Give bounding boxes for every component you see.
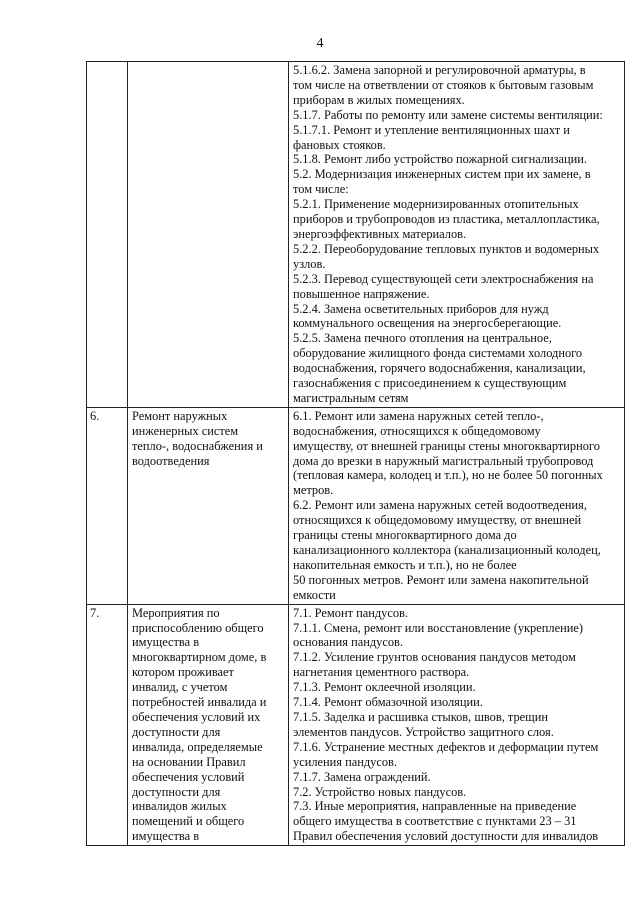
works-list-line: относящихся к общедомовому имуществу, от внешней xyxy=(293,513,582,528)
work-type-line: водоотведения xyxy=(132,453,210,468)
works-list-line: канализационного коллектора (канализационный колодец, xyxy=(293,543,601,557)
works-list-line: усиления пандусов. xyxy=(293,754,397,769)
works-list-line: элементов пандусов. Устройство защитного слоя. xyxy=(293,724,554,739)
works-list-line: магистральным сетям xyxy=(293,390,409,405)
work-type-line: обеспечения условий xyxy=(132,769,245,784)
work-type-line: котором проживает xyxy=(132,665,234,680)
row-number: 6. xyxy=(90,408,100,423)
works-list-line: том числе: xyxy=(293,182,349,197)
work-type-line: имущества в xyxy=(132,829,200,844)
works-list-line: 5.2.4. Замена осветительных приборов для нужд xyxy=(293,301,549,316)
table-row xyxy=(87,407,625,604)
works-list-line: 50 погонных метров. Ремонт или замена накопительной xyxy=(293,572,589,587)
work-type-line: инвалидов жилых xyxy=(132,799,227,814)
works-list-line: метров. xyxy=(293,483,334,498)
works-list-line: нагнетания цементного раствора. xyxy=(293,665,470,680)
works-list-line: 7.1.4. Ремонт обмазочной изоляции. xyxy=(293,695,483,710)
works-list-line: 5.2.3. Перевод существующей сети электроснабжения на xyxy=(293,271,594,286)
work-type-line: тепло-, водоснабжения и xyxy=(132,438,263,453)
work-type-cell xyxy=(128,62,289,408)
works-list-line: том числе на ответвлении от стояков к бытовым газовым xyxy=(293,77,594,92)
works-list-line: газоснабжения с присоединением к существующим xyxy=(293,376,567,391)
works-list-line: фановых стояков. xyxy=(293,137,386,152)
works-list-line: 7.3. Иные мероприятия, направленные на приведение xyxy=(293,799,577,814)
works-list-line: 7.1.6. Устранение местных дефектов и деформации путем xyxy=(293,739,599,754)
works-table xyxy=(86,61,625,846)
work-type-line: инвалид, с учетом xyxy=(132,680,228,695)
work-type-line: на основании Правил xyxy=(132,754,246,769)
work-type-line: обеспечения условий их xyxy=(132,709,261,724)
work-type-line: многоквартирном доме, в xyxy=(132,650,267,665)
works-list-line: накопительная емкость и т.п.), но не более xyxy=(293,557,517,572)
page-number: 4 xyxy=(316,36,324,51)
works-list-line: 7.1.3. Ремонт оклеечной изоляции. xyxy=(293,680,476,695)
works-list-line: 7.1.7. Замена ограждений. xyxy=(293,769,431,784)
works-list-line: границы стены многоквартирного дома до xyxy=(293,528,517,543)
works-list-line: основания пандусов. xyxy=(293,635,403,650)
works-list-line: 5.1.8. Ремонт либо устройство пожарной сигнализации. xyxy=(293,152,588,167)
works-list-line: энергоэффективных материалов. xyxy=(293,226,467,241)
works-list-line: 7.2. Устройство новых пандусов. xyxy=(293,784,467,799)
works-list-line: узлов. xyxy=(293,256,326,271)
table-row xyxy=(87,604,625,846)
works-list-cell xyxy=(289,604,625,846)
work-type-line: инвалида, определяемые xyxy=(132,739,263,754)
works-list-line: 5.2.1. Применение модернизированных отопительных xyxy=(293,197,579,212)
table-row xyxy=(87,62,625,408)
works-list-cell xyxy=(289,407,625,604)
works-list-line: 5.1.7. Работы по ремонту или замене системы вентиляции: xyxy=(293,107,603,122)
works-list-line: коммунального освещения на энергосберегающие. xyxy=(293,316,562,331)
works-list-line: 6.1. Ремонт или замена наружных сетей тепло-, xyxy=(293,408,544,423)
works-list-line: (тепловая камера, колодец и т.п.), но не более 50 погонных xyxy=(293,468,603,483)
work-type-line: потребностей инвалида и xyxy=(132,695,267,710)
works-list-line: водоснабжения, горячего водоснабжения, канализации, xyxy=(293,361,586,376)
works-list-line: 7.1.5. Заделка и расшивка стыков, швов, трещин xyxy=(293,709,548,724)
works-list-line: 5.2.2. Переоборудование тепловых пунктов и водомерных xyxy=(293,241,600,256)
work-type-line: помещений и общего xyxy=(132,814,245,829)
work-type-line: доступности для xyxy=(132,724,221,739)
works-list-line: приборов и трубопроводов из пластика, металлопластика, xyxy=(293,212,600,227)
works-list-cell xyxy=(289,62,625,408)
works-list-line: повышенное напряжение. xyxy=(293,286,430,301)
work-type-line: имущества в xyxy=(132,635,200,650)
table-body xyxy=(87,62,625,846)
works-list-line: 5.1.7.1. Ремонт и утепление вентиляционных шахт и xyxy=(293,122,570,137)
works-list-line: имуществу, от внешней границы стены многоквартирного xyxy=(293,438,600,453)
works-list-line: Правил обеспечения условий доступности для инвалидов xyxy=(293,829,599,844)
works-list-line: 5.1.6.2. Замена запорной и регулировочной арматуры, в xyxy=(293,63,586,77)
works-list-line: емкости xyxy=(293,587,336,602)
work-type-cell xyxy=(128,407,289,604)
works-list-line: приборам в жилых помещениях. xyxy=(293,92,465,107)
row-number: 7. xyxy=(90,605,100,620)
works-list-line: 7.1.1. Смена, ремонт или восстановление (укрепление) xyxy=(293,620,583,635)
work-type-line: Ремонт наружных xyxy=(132,408,228,423)
work-type-line: доступности для xyxy=(132,784,221,799)
work-type-line: Мероприятия по xyxy=(132,605,220,620)
works-list-line: 6.2. Ремонт или замена наружных сетей водоотведения, xyxy=(293,498,587,513)
work-type-cell xyxy=(128,604,289,846)
works-list-line: 5.2. Модернизация инженерных систем при их замене, в xyxy=(293,167,591,182)
work-type-line: приспособлению общего xyxy=(132,620,264,635)
works-list-line: 7.1.2. Усиление грунтов основания пандусов методом xyxy=(293,650,576,665)
work-type-line: инженерных систем xyxy=(132,423,239,438)
works-list-line: дома до врезки в наружный магистральный трубопровод xyxy=(293,453,594,468)
works-list-line: 7.1. Ремонт пандусов. xyxy=(293,605,408,620)
row-number-cell xyxy=(87,62,128,408)
works-list-line: оборудование жилищного фонда системами холодного xyxy=(293,346,583,361)
works-list-line: водоснабжения, относящихся к общедомовому xyxy=(293,423,541,438)
row-number-cell xyxy=(87,407,128,604)
works-list-line: общего имущества в соответствие с пунктами 23 – 31 xyxy=(293,814,577,829)
works-list-line: 5.2.5. Замена печного отопления на центральное, xyxy=(293,331,552,346)
row-number-cell xyxy=(87,604,128,846)
